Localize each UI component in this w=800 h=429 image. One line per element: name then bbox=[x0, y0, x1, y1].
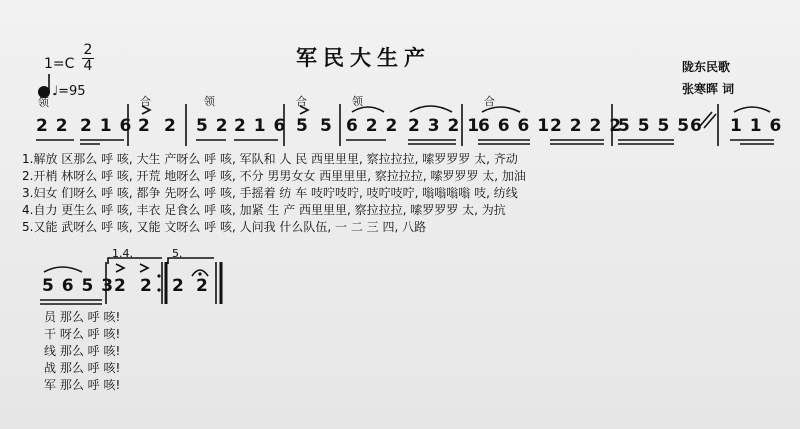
note-group: 2 bbox=[114, 276, 127, 296]
song-title: 军民大生产 bbox=[296, 46, 431, 70]
note-group: 2 bbox=[140, 276, 153, 296]
note-group: 2 bbox=[164, 116, 177, 136]
lyric-line: 员 那么 呼 咳! bbox=[44, 310, 121, 324]
volta-label: 1.4. bbox=[112, 247, 133, 260]
lyric-line: 3.妇女 们呀么 呼 咳, 都争 先呀么 呼 咳, 手摇着 纺 车 吱咛吱咛, 吱咛吱咛, 嗡嗡嗡嗡 吱, 纺线 bbox=[22, 186, 518, 200]
lyric-line: 军 那么 呼 咳! bbox=[44, 378, 121, 392]
note-group: 2 bbox=[196, 276, 209, 296]
cue-label: 合 bbox=[296, 95, 307, 108]
note-group: 2 1 6 bbox=[234, 116, 287, 136]
note-group: 2 2 bbox=[36, 116, 69, 136]
note-group: 1 1 6 bbox=[730, 116, 783, 136]
cue-label: 领 bbox=[204, 95, 215, 108]
meter-bottom: 4 bbox=[83, 58, 93, 74]
volta-label: 5. bbox=[172, 247, 183, 260]
cue-label: 合 bbox=[140, 95, 151, 108]
lyric-line: 干 呀么 呼 咳! bbox=[44, 327, 121, 341]
lyricist-credit: 张寒晖 词 bbox=[682, 82, 735, 96]
note-group: 5 2 bbox=[196, 116, 229, 136]
lyric-line: 战 那么 呼 咳! bbox=[44, 361, 121, 375]
time-signature bbox=[82, 43, 94, 74]
cue-label: 合 bbox=[484, 95, 495, 108]
cue-label: 领 bbox=[38, 96, 49, 109]
note-group: 5 6 5 3 bbox=[42, 276, 115, 296]
note-group: 6 6 6 1 bbox=[478, 116, 551, 136]
lyric-line: 1.解放 区那么 呼 咳, 大生 产呀么 呼 咳, 军队和 人 民 西里里里, 察拉拉拉, 嗦罗罗罗 太, 齐动 bbox=[22, 152, 518, 166]
note-group: 5 5 5 5 bbox=[618, 116, 691, 136]
note-group: 2 bbox=[172, 276, 185, 296]
lyric-line: 4.自力 更生么 呼 咳, 丰衣 足食么 呼 咳, 加紧 生 产 西里里里, 察拉拉拉, 嗦罗罗罗 太, 为抗 bbox=[22, 203, 506, 217]
song-source: 陇东民歌 bbox=[682, 60, 731, 74]
cue-label: 领 bbox=[352, 95, 363, 108]
note-group: 2 2 2 2 bbox=[550, 116, 623, 136]
note-group: 5 bbox=[320, 116, 333, 136]
key-signature: 1=C bbox=[44, 56, 75, 72]
note-group: 6 2 2 bbox=[346, 116, 399, 136]
note-group: 2 3 2 1 bbox=[408, 116, 481, 136]
lyric-line: 5.又能 武呀么 呼 咳, 又能 文呀么 呼 咳, 人问我 什么队伍, 一 二 三 四, 八路 bbox=[22, 220, 427, 234]
lyric-line: 线 那么 呼 咳! bbox=[44, 344, 121, 358]
note-group: 6 bbox=[690, 116, 703, 136]
lyric-line: 2.开梢 林呀么 呼 咳, 开荒 地呀么 呼 咳, 不分 男男女女 西里里里, 察拉拉拉, 嗦罗罗罗 太, 加油 bbox=[22, 169, 526, 183]
meter-top: 2 bbox=[83, 42, 93, 58]
tempo-marking: ♩=95 bbox=[52, 84, 86, 99]
note-group: 2 bbox=[138, 116, 151, 136]
note-group: 2 1 6 bbox=[80, 116, 133, 136]
note-group: 5 bbox=[296, 116, 309, 136]
